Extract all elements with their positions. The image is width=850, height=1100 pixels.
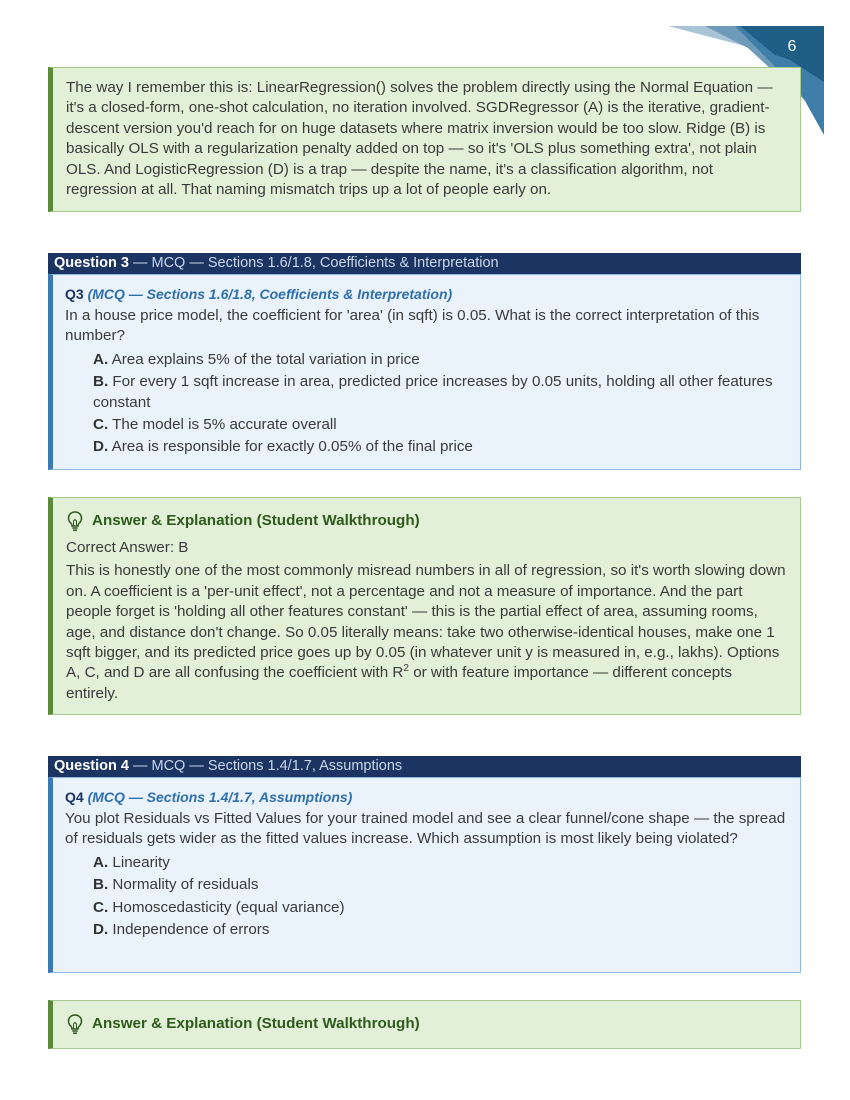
question-3-tag	[65, 285, 786, 303]
option-d	[93, 437, 786, 457]
answer-3-title-row	[66, 510, 786, 532]
answer-4-title-row	[66, 1013, 786, 1035]
superscript: 2	[403, 663, 409, 675]
answer-4-box	[48, 1000, 801, 1049]
question-3-tag-desc: (MCQ — Sections 1.6/1.8, Coefficients & Interpretation)	[83, 286, 453, 302]
option-letter: C.	[93, 898, 109, 916]
previous-answer-box	[48, 67, 801, 212]
question-3-header	[48, 253, 801, 274]
option-letter: B.	[93, 373, 109, 391]
question-4-tag-desc: (MCQ — Sections 1.4/1.7, Assumptions)	[83, 789, 353, 805]
explanation-text-tail: or with feature importance — different concepts entirely.	[66, 664, 733, 702]
question-3-tag-id: Q3	[65, 286, 84, 302]
explanation-text: This is honestly one of the most commonly misread numbers in all of regression, so it's worth slowing down on. A coefficient is a 'per-unit effect', not a percentage and not a measure of importance. And the part people forget is 'holding all other features constant' — this is the partial effect of area, assuming rooms, age, and distance don't change. So 0.05 literally means: take two otherwise-identical houses, make one 1 sqft bigger, and its predicted price goes up by 0.05 (in whatever unit y is measured in, e.g., lakhs). Options A, C, and D are all confusing the coefficient with R	[66, 562, 786, 682]
question-4-header	[48, 756, 801, 777]
option-text: Area is responsible for exactly 0.05% of the final price	[108, 438, 473, 456]
question-4-box	[48, 777, 801, 973]
option-text: Homoscedasticity (equal variance)	[108, 898, 345, 916]
question-3-box	[48, 274, 801, 470]
option-c	[93, 898, 786, 918]
answer-3-box	[48, 497, 801, 715]
option-letter: D.	[93, 438, 109, 456]
question-3-options	[65, 350, 786, 458]
question-4-subtitle: — MCQ — Sections 1.4/1.7, Assumptions	[128, 758, 403, 774]
option-b	[93, 875, 786, 895]
option-text: Area explains 5% of the total variation in price	[108, 350, 420, 368]
option-text: Normality of residuals	[108, 876, 259, 894]
option-b	[93, 372, 786, 413]
answer-3-explanation	[66, 561, 786, 704]
question-3-title: Question 3	[54, 255, 129, 271]
option-letter: D.	[93, 921, 109, 939]
option-letter: C.	[93, 416, 109, 434]
question-4-tag-id: Q4	[65, 789, 84, 805]
question-4-text: You plot Residuals vs Fitted Values for your trained model and see a clear funnel/cone shape — the spread of residuals gets wider as the fitted values increase. Which assumption is most likely being violated?	[65, 810, 786, 848]
question-4-title: Question 4	[54, 758, 129, 774]
question-3-text: In a house price model, the coefficient for 'area' (in sqft) is 0.05. What is the correct interpretation of this number?	[65, 307, 760, 345]
question-4-options	[65, 853, 786, 941]
answer-3-correct: Correct Answer: B	[66, 539, 189, 556]
option-letter: A.	[93, 350, 109, 368]
option-a	[93, 350, 786, 370]
question-3-subtitle: — MCQ — Sections 1.6/1.8, Coefficients & Interpretation	[128, 255, 499, 271]
option-text: The model is 5% accurate overall	[108, 416, 337, 434]
previous-answer-text: The way I remember this is: LinearRegression() solves the problem directly using the Normal Equation — it's a closed-form, one-shot calculation, no iteration involved. SGDRegressor (A) is the iterative, gradient-descent version you'd reach for on huge datasets where matrix inversion would be too slow. Ridge (B) is basically OLS with a regularization penalty added on top — so it's 'OLS plus something extra', not plain OLS. And LogisticRegression (D) is a trap — despite the name, it's a classification algorithm, not regression at all. That naming mismatch trips up a lot of people early on.	[66, 79, 773, 199]
option-c	[93, 415, 786, 435]
option-letter: B.	[93, 876, 109, 894]
option-letter: A.	[93, 853, 109, 871]
page-number: 6	[787, 38, 797, 55]
option-text: Independence of errors	[108, 921, 270, 939]
question-4-tag	[65, 788, 786, 806]
answer-3-title: Answer & Explanation (Student Walkthrough)	[92, 511, 420, 529]
option-text: Linearity	[108, 853, 170, 871]
answer-4-title: Answer & Explanation (Student Walkthrough)	[92, 1014, 420, 1032]
lightbulb-icon	[66, 1013, 84, 1035]
lightbulb-icon	[66, 510, 84, 532]
option-a	[93, 853, 786, 873]
option-d	[93, 920, 786, 940]
option-text: For every 1 sqft increase in area, predicted price increases by 0.05 units, holding all other features constant	[93, 373, 773, 411]
